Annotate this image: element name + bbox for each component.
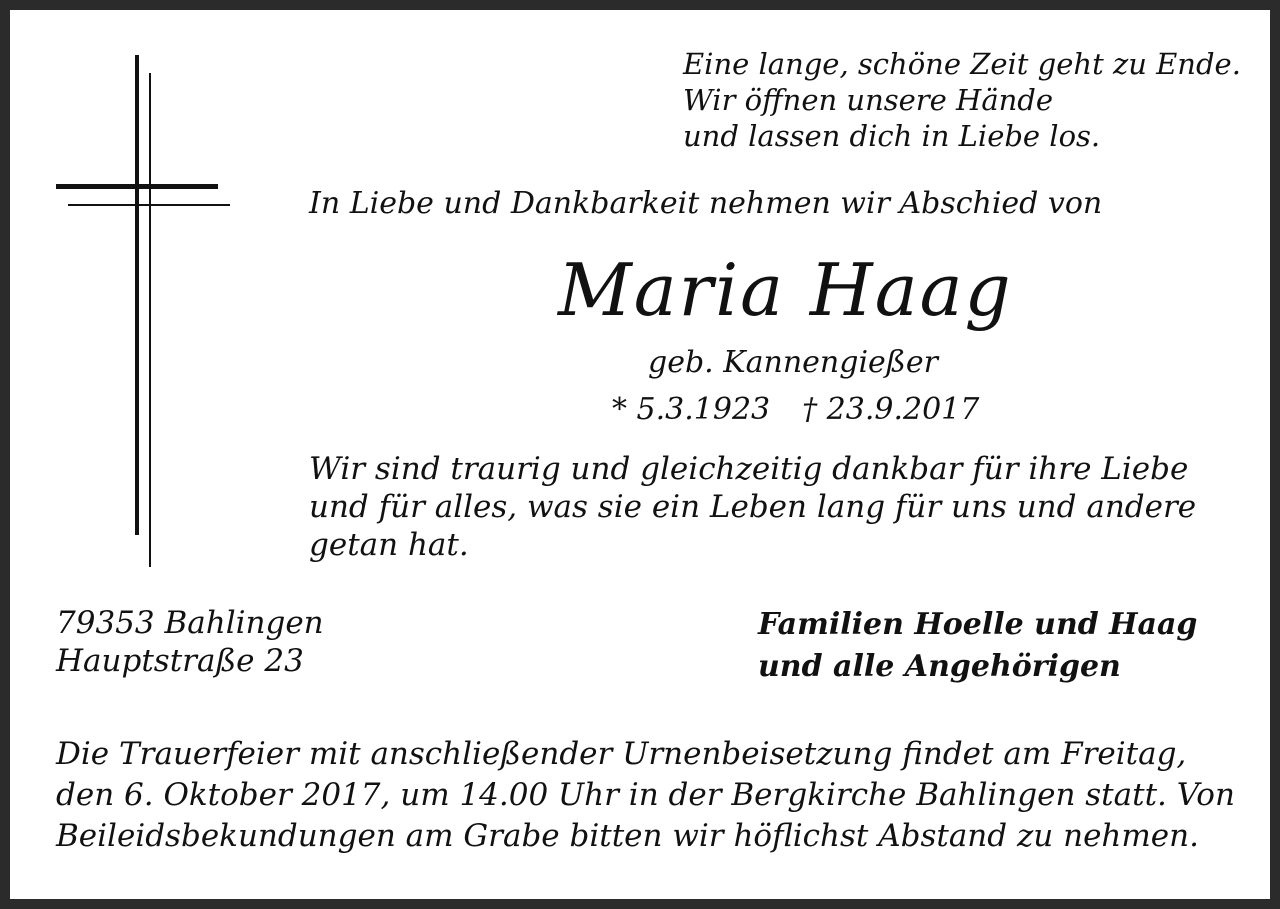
- family-signature: [758, 604, 1197, 688]
- thanks-line: und für alles, was sie ein Leben lang für uns und andere: [309, 489, 1197, 525]
- family-line: Familien Hoelle und Haag: [758, 607, 1198, 642]
- ceremony-line: Beileidsbekundungen am Grabe bitten wir höflichst Abstand zu nehmen.: [56, 818, 1199, 854]
- life-dates: [612, 392, 979, 427]
- maiden-name: geb. Kannengießer: [648, 345, 938, 380]
- cross-icon: [56, 55, 236, 567]
- birth-date: * 5.3.1923: [612, 392, 771, 427]
- thanks-line: Wir sind traurig und gleichzeitig dankbar für ihre Liebe: [309, 451, 1189, 487]
- ceremony-info: [56, 734, 1235, 857]
- deceased-name: Maria Haag: [558, 248, 1013, 332]
- address: [56, 604, 324, 680]
- family-line: und alle Angehörigen: [758, 649, 1121, 684]
- address-line: 79353 Bahlingen: [56, 605, 324, 641]
- thanks-text: [309, 450, 1196, 564]
- address-line: Hauptstraße 23: [56, 643, 304, 679]
- thanks-line: getan hat.: [309, 527, 469, 563]
- verse-line: Wir öffnen unsere Hände: [683, 83, 1054, 117]
- ceremony-line: Die Trauerfeier mit anschließender Urnenbeisetzung findet am Freitag,: [56, 736, 1187, 772]
- ceremony-line: den 6. Oktober 2017, um 14.00 Uhr in der Bergkirche Bahlingen statt. Von: [56, 777, 1235, 813]
- intro-text: In Liebe und Dankbarkeit nehmen wir Abschied von: [309, 186, 1103, 221]
- verse-line: Eine lange, schöne Zeit geht zu Ende.: [683, 47, 1241, 81]
- verse-line: und lassen dich in Liebe los.: [683, 119, 1101, 153]
- obituary-notice: [10, 10, 1270, 899]
- verse: [683, 46, 1241, 154]
- death-date: † 23.9.2017: [802, 392, 980, 427]
